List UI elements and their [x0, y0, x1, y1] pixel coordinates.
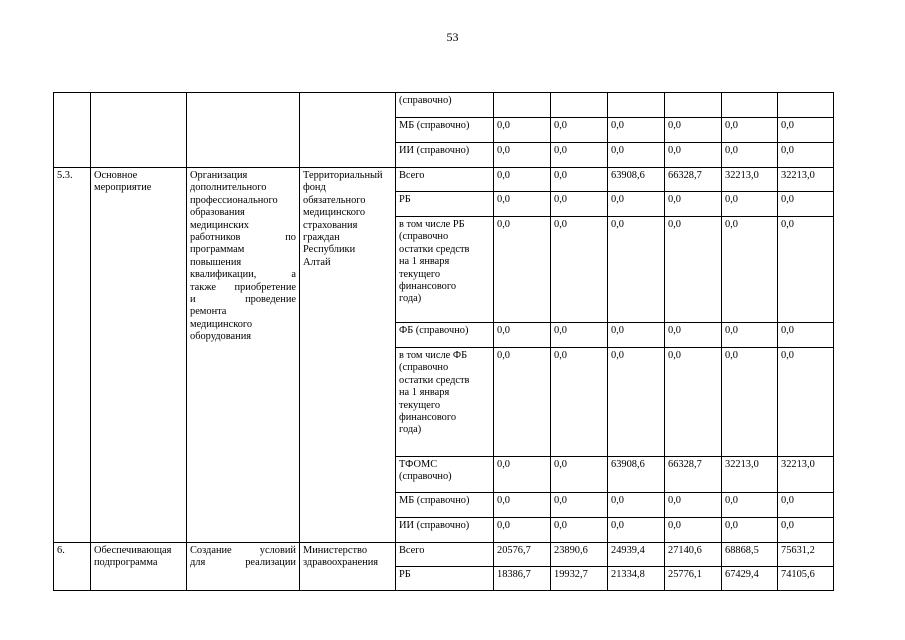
title-line: и проведение	[190, 294, 296, 306]
source-cell: РБ	[396, 567, 494, 591]
value-cell: 0,0	[551, 217, 608, 323]
value-cell: 0,0	[778, 118, 834, 143]
value-cell: 0,0	[608, 493, 665, 518]
title-line: медицинского	[190, 318, 253, 330]
source-line: на 1 января	[399, 387, 450, 399]
value-cell: 0,0	[551, 168, 608, 192]
source-line: (справочно	[399, 362, 449, 374]
value-cell: 0,0	[608, 118, 665, 143]
source-cell: ИИ (справочно)	[396, 143, 494, 168]
value-cell: 0,0	[778, 493, 834, 518]
title-line: образования	[190, 207, 245, 219]
executor-cell	[300, 168, 396, 543]
value-cell: 0,0	[778, 323, 834, 348]
value-cell: 0,0	[551, 518, 608, 543]
value-cell: 25776,1	[665, 567, 722, 591]
value-cell: 0,0	[665, 518, 722, 543]
source-cell: Всего	[396, 543, 494, 567]
title-line: работников по	[190, 232, 296, 244]
value-cell: 0,0	[665, 118, 722, 143]
value-cell: 0,0	[494, 143, 551, 168]
executor-cell	[300, 93, 396, 168]
value-cell: 18386,7	[494, 567, 551, 591]
value-cell: 0,0	[722, 323, 778, 348]
value-cell: 0,0	[665, 348, 722, 457]
source-line: Всего	[399, 170, 425, 181]
value-cell	[665, 93, 722, 118]
value-cell	[551, 93, 608, 118]
value-cell: 0,0	[551, 348, 608, 457]
value-cell: 0,0	[778, 143, 834, 168]
value-cell: 0,0	[778, 192, 834, 217]
value-cell: 0,0	[551, 192, 608, 217]
source-cell	[396, 217, 494, 323]
value-cell: 27140,6	[665, 543, 722, 567]
title-line: оборудования	[190, 331, 252, 343]
source-line: остатки средств	[399, 243, 470, 255]
value-cell: 0,0	[494, 348, 551, 457]
value-cell: 21334,8	[608, 567, 665, 591]
source-cell	[396, 323, 494, 348]
source-cell	[396, 348, 494, 457]
status-cell	[91, 168, 187, 543]
source-line: ФБ (справочно)	[399, 325, 469, 336]
source-line: ИИ (справочно)	[399, 520, 470, 531]
source-line: ТФОМС	[399, 459, 438, 470]
status-line: Основное	[94, 170, 138, 181]
executor-line: Алтай	[303, 256, 331, 268]
source-cell	[396, 518, 494, 543]
source-cell	[396, 192, 494, 217]
number-cell: 6.	[54, 543, 91, 591]
source-line: МБ (справочно)	[399, 495, 470, 506]
value-cell: 0,0	[608, 192, 665, 217]
value-cell: 63908,6	[608, 457, 665, 493]
value-cell: 63908,6	[608, 168, 665, 192]
value-cell: 0,0	[551, 323, 608, 348]
page-number: 53	[446, 30, 459, 44]
value-cell: 0,0	[494, 192, 551, 217]
table-row	[54, 93, 834, 118]
title-line: медицинских	[190, 219, 249, 231]
value-cell: 0,0	[551, 457, 608, 493]
title-line: также приобретение	[190, 281, 296, 293]
source-line: на 1 января	[399, 256, 450, 268]
status-cell: Обеспечивающая подпрограмма	[91, 543, 187, 591]
value-cell	[778, 93, 834, 118]
number-cell: 5.3.	[54, 168, 91, 543]
source-line: РБ	[399, 194, 411, 205]
value-cell: 0,0	[494, 323, 551, 348]
value-cell: 0,0	[665, 217, 722, 323]
value-cell: 0,0	[608, 348, 665, 457]
value-cell: 0,0	[494, 493, 551, 518]
value-cell: 66328,7	[665, 457, 722, 493]
source-line: остатки средств	[399, 374, 470, 386]
source-line: года)	[399, 424, 422, 436]
number-cell	[54, 93, 91, 168]
title-line: ремонта	[190, 306, 227, 318]
value-cell: 0,0	[551, 118, 608, 143]
value-cell: 24939,4	[608, 543, 665, 567]
source-line: финансового	[399, 412, 457, 424]
executor-line: Республики	[303, 244, 356, 256]
value-cell: 0,0	[722, 143, 778, 168]
title-line: дополнительного	[190, 182, 267, 194]
value-cell: 0,0	[608, 518, 665, 543]
value-cell: 0,0	[494, 118, 551, 143]
source-cell: МБ (справочно)	[396, 118, 494, 143]
executor-cell: Министерство здравоохранения	[300, 543, 396, 591]
value-cell: 0,0	[665, 192, 722, 217]
value-cell: 0,0	[722, 217, 778, 323]
title-line: Организация	[190, 170, 248, 181]
value-cell: 0,0	[665, 143, 722, 168]
value-cell: 0,0	[665, 493, 722, 518]
executor-line: Территориальный	[303, 170, 383, 181]
executor-line: граждан	[303, 232, 340, 244]
executor-line: обязательного	[303, 194, 366, 206]
executor-line: страхования	[303, 219, 358, 231]
title-line: профессионального	[190, 194, 278, 206]
value-cell: 0,0	[494, 217, 551, 323]
title-cell	[187, 93, 300, 168]
value-cell: 75631,2	[778, 543, 834, 567]
executor-line: фонд	[303, 182, 326, 194]
value-cell: 23890,6	[551, 543, 608, 567]
title-line: квалификации, а	[190, 269, 296, 281]
value-cell: 32213,0	[722, 168, 778, 192]
value-cell: 0,0	[494, 457, 551, 493]
value-cell: 0,0	[778, 518, 834, 543]
value-cell: 68868,5	[722, 543, 778, 567]
source-line: года)	[399, 293, 422, 305]
source-line: (справочно)	[399, 471, 452, 483]
table-row	[54, 543, 834, 567]
source-line: в том числе РБ	[399, 219, 465, 230]
status-line: мероприятие	[94, 182, 152, 194]
source-line: текущего	[399, 268, 441, 280]
source-cell	[396, 457, 494, 493]
value-cell: 0,0	[494, 518, 551, 543]
value-cell	[722, 93, 778, 118]
value-cell: 19932,7	[551, 567, 608, 591]
title-cell: Создание условий для реализации	[187, 543, 300, 591]
value-cell: 0,0	[722, 192, 778, 217]
source-cell	[396, 493, 494, 518]
executor-line: медицинского	[303, 207, 366, 219]
value-cell	[608, 93, 665, 118]
title-line: повышения	[190, 256, 242, 268]
source-cell	[396, 168, 494, 192]
value-cell: 32213,0	[778, 168, 834, 192]
source-line: в том числе ФБ	[399, 350, 468, 361]
value-cell: 0,0	[665, 323, 722, 348]
source-cell: (справочно)	[396, 93, 494, 118]
value-cell: 67429,4	[722, 567, 778, 591]
table-row	[54, 168, 834, 192]
source-line: (справочно	[399, 231, 449, 243]
status-cell	[91, 93, 187, 168]
value-cell: 74105,6	[778, 567, 834, 591]
value-cell: 20576,7	[494, 543, 551, 567]
value-cell: 0,0	[551, 143, 608, 168]
value-cell: 0,0	[494, 168, 551, 192]
value-cell: 66328,7	[665, 168, 722, 192]
source-line: текущего	[399, 399, 441, 411]
value-cell: 0,0	[778, 348, 834, 457]
value-cell	[494, 93, 551, 118]
value-cell: 32213,0	[778, 457, 834, 493]
value-cell: 0,0	[722, 493, 778, 518]
value-cell: 0,0	[551, 493, 608, 518]
value-cell: 0,0	[722, 118, 778, 143]
value-cell: 0,0	[722, 518, 778, 543]
value-cell: 0,0	[608, 143, 665, 168]
value-cell: 32213,0	[722, 457, 778, 493]
value-cell: 0,0	[608, 323, 665, 348]
value-cell: 0,0	[722, 348, 778, 457]
title-line: программам	[190, 244, 245, 256]
funding-table	[53, 92, 834, 591]
value-cell: 0,0	[608, 217, 665, 323]
title-cell	[187, 168, 300, 543]
value-cell: 0,0	[778, 217, 834, 323]
source-line: финансового	[399, 281, 457, 293]
